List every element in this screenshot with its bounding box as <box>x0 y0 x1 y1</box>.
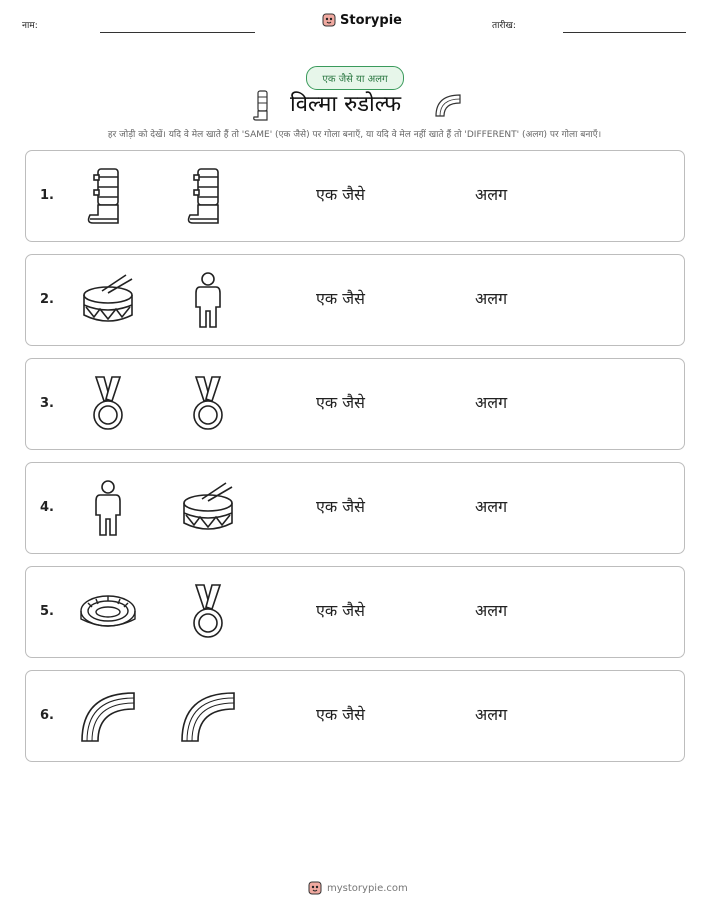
medal-icon <box>78 373 138 435</box>
question-row <box>25 670 685 762</box>
worksheet-type-badge: एक जैसे या अलग <box>306 66 404 90</box>
running-track-title-icon <box>432 92 462 120</box>
question-number: 3. <box>40 396 54 411</box>
storypie-mascot-icon <box>322 12 336 28</box>
leg-brace-icon <box>78 165 138 227</box>
option-different[interactable]: अलग <box>475 497 508 516</box>
brand-name: Storypie <box>340 12 402 28</box>
name-label: नाम: <box>22 21 38 31</box>
option-same[interactable]: एक जैसे <box>316 289 365 308</box>
date-label: तारीख: <box>492 21 516 31</box>
leg-brace-icon <box>178 165 238 227</box>
name-input-line[interactable] <box>100 32 255 33</box>
option-different[interactable]: अलग <box>475 393 508 412</box>
medal-icon <box>178 373 238 435</box>
page-title: विल्मा रुडोल्फ <box>290 92 402 117</box>
option-different[interactable]: अलग <box>475 705 508 724</box>
running-track-icon <box>78 685 138 747</box>
running-track-icon <box>178 685 238 747</box>
question-row <box>25 462 685 554</box>
date-input-line[interactable] <box>563 32 686 33</box>
option-same[interactable]: एक जैसे <box>316 601 365 620</box>
option-different[interactable]: अलग <box>475 601 508 620</box>
question-number: 2. <box>40 292 54 307</box>
medal-icon <box>178 581 238 643</box>
storypie-mascot-icon <box>308 880 322 896</box>
person-icon <box>78 477 138 539</box>
stadium-icon <box>78 581 138 643</box>
storypie-logo <box>322 12 402 28</box>
drum-icon <box>178 477 238 539</box>
instructions: हर जोड़ी को देखें। यदि वे मेल खाते हैं तो 'SAME' (एक जैसे) पर गोला बनाएँ, या यदि वे मेल नहीं खाते हैं तो 'DIFFERENT' (अलग) पर गोला बनाएँ। <box>107 130 602 140</box>
footer <box>308 880 408 896</box>
title-row <box>0 88 709 124</box>
question-row <box>25 358 685 450</box>
option-same[interactable]: एक जैसे <box>316 393 365 412</box>
option-same[interactable]: एक जैसे <box>316 185 365 204</box>
drum-icon <box>78 269 138 331</box>
leg-brace-title-icon <box>252 90 272 122</box>
question-number: 1. <box>40 188 54 203</box>
person-icon <box>178 269 238 331</box>
option-different[interactable]: अलग <box>475 289 508 308</box>
question-number: 5. <box>40 604 54 619</box>
option-same[interactable]: एक जैसे <box>316 705 365 724</box>
option-different[interactable]: अलग <box>475 185 508 204</box>
question-row <box>25 150 685 242</box>
footer-url: mystorypie.com <box>327 882 408 894</box>
question-row <box>25 254 685 346</box>
option-same[interactable]: एक जैसे <box>316 497 365 516</box>
question-number: 4. <box>40 500 54 515</box>
question-number: 6. <box>40 708 54 723</box>
question-row <box>25 566 685 658</box>
